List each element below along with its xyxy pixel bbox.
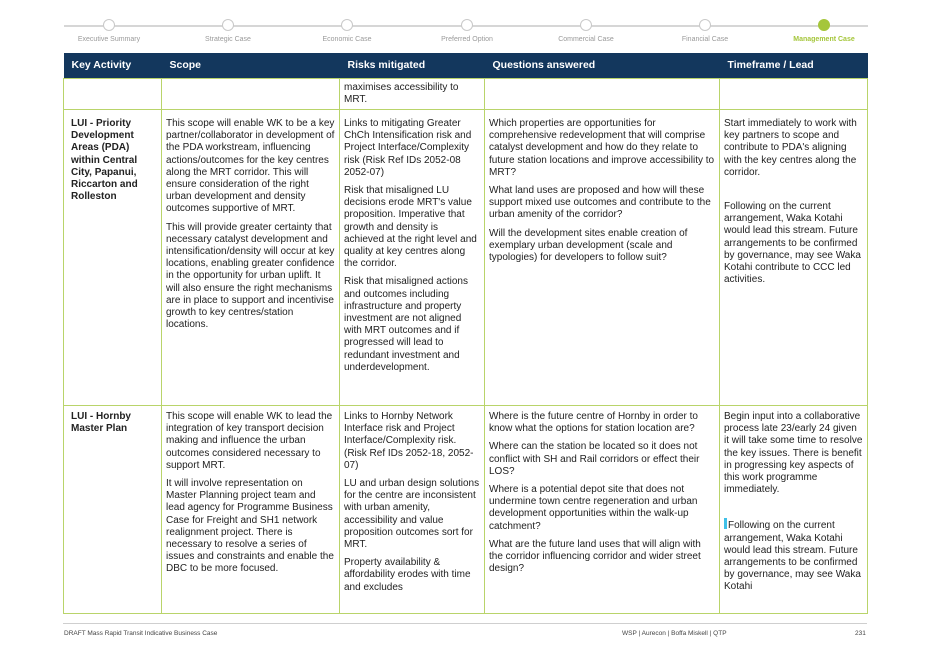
step-dot (699, 19, 711, 31)
cell-questions (485, 109, 720, 405)
cell-paragraph: Risk that misaligned actions and outcomes including infrastructure and property investment are not aligned with MRT outcomes and if progressed will lead to redundant investment and underdevelopment. (344, 276, 468, 373)
header-scope: Scope (162, 53, 340, 78)
cell-paragraph: This scope will enable WK to lead the integration of key transport decision making and influence the urban outcomes considered necessary to support MRT. (166, 410, 333, 471)
text-cursor-highlight (724, 518, 727, 529)
cell-paragraph: LU and urban design solutions for the centre are inconsistent with urban amenity, accessibility and value proposition outcomes sort for MRT. (344, 477, 480, 550)
cell-paragraph: Following on the current arrangement, Waka Kotahi would lead this stream. Future arrangements to be confirmed by governance, may see Waka Kotahi contribute to CCC led activities. (724, 200, 861, 286)
header-risks-mitigated: Risks mitigated (340, 53, 485, 78)
cell-risks (340, 109, 485, 405)
step-label: Preferred Option (441, 36, 493, 43)
cell-risks (340, 78, 485, 109)
cell-paragraph: This scope will enable WK to be a key partner/collaborator in development of the PDA workstream, influencing actions/outcomes for the key centres along the MRT corridor. This will ensure consideration of the right urban development and density outcomes supportive of MRT. (166, 117, 335, 215)
cell-paragraph: Risk that misaligned LU decisions erode MRT's value proposition. Imperative that growth and density is achieved at the right level and quality at key centres along the corridor. (344, 184, 477, 270)
step-label: Financial Case (681, 36, 729, 43)
cell-timeframe (720, 78, 868, 109)
step-dot (461, 19, 473, 31)
step-financial-case[interactable] (645, 16, 765, 43)
cell-timeframe (720, 109, 868, 405)
step-label: Executive Summary (77, 36, 141, 43)
step-dot (341, 19, 353, 31)
cell-timeframe (720, 405, 868, 613)
cell-paragraph: Property availability & affordability erodes with time and excludes (344, 557, 471, 593)
footer-divider (63, 623, 867, 624)
step-dot-active (818, 19, 830, 31)
table-row (64, 109, 868, 405)
cell-paragraph-highlighted (724, 518, 863, 593)
footer-document-title: DRAFT Mass Rapid Transit Indicative Business Case (64, 630, 218, 637)
step-preferred-option[interactable] (407, 16, 527, 43)
header-timeframe-lead: Timeframe / Lead (720, 53, 868, 78)
step-dot (580, 19, 592, 31)
cell-paragraph: Links to mitigating Greater ChCh Intensification risk and Project Interface/Complexity risk (Risk Ref IDs 2052-08 2052-07) (344, 117, 472, 178)
table-row (64, 405, 868, 613)
step-label: Economic Case (322, 36, 372, 43)
cell-paragraph: What are the future land uses that will align with the corridor influencing corridor and wider street design? (489, 538, 701, 575)
table-header-row (64, 53, 868, 78)
step-executive-summary[interactable] (49, 16, 169, 43)
cell-paragraph: maximises accessibility to MRT. (344, 81, 459, 105)
cell-paragraph: Where is a potential depot site that does not undermine town centre regeneration and urban development opportunities within the walk-up catchment? (489, 483, 698, 532)
progress-stepper (64, 16, 868, 50)
cell-scope (162, 405, 340, 613)
cell-activity: LUI - Priority Development Areas (PDA) within Central City, Papanui, Riccarton and Rolleston (64, 109, 162, 405)
cell-paragraph: Links to Hornby Network Interface risk and Project Interface/Complexity risk. (Risk Ref IDs 2052-18, 2052-07) (344, 410, 474, 471)
step-strategic-case[interactable] (168, 16, 288, 43)
cell-risks (340, 405, 485, 613)
cell-scope (162, 109, 340, 405)
cell-paragraph: Begin input into a collaborative process late 23/early 24 given it will take some time to resolve the key issues. There is benefit in progressing key aspects of this work programme immediately. (724, 410, 863, 496)
cell-activity (64, 78, 162, 109)
step-economic-case[interactable] (287, 16, 407, 43)
step-label: Management Case (793, 36, 855, 43)
footer-authors: WSP | Aurecon | Boffa Miskell | QTP (622, 630, 727, 637)
step-management-case[interactable] (764, 16, 884, 43)
cell-paragraph: Where is the future centre of Hornby in order to know what the options for station location are? (489, 410, 698, 435)
cell-paragraph: What land uses are proposed and how will these support mixed use outcomes and contribute to the urban amenity of the corridor? (489, 184, 711, 221)
step-label: Commercial Case (558, 36, 614, 43)
cell-paragraph: Where can the station be located so it does not conflict with SH and Rail corridors or effect their LOS? (489, 441, 700, 477)
cell-paragraph: This will provide greater certainty that necessary catalyst development and intensification/density will occur at key locations, enabling greater confidence in the opportunity for urban uplift. It will also ensure the right mechanisms are in place to support and incentivise growth to key centres/station locations. (166, 221, 335, 331)
footer-page-number: 231 (855, 630, 866, 637)
activities-table (63, 53, 868, 614)
cell-paragraph: It will involve representation on Master Planning project team and lead agency for Programme Business Case for Freight and SH1 network realignment project. There is necessary to resolve a series of issues and constraints and enable the DBC to be more focused. (166, 477, 334, 575)
step-dot (222, 19, 234, 31)
step-dot (103, 19, 115, 31)
cell-paragraph: Will the development sites enable creation of exemplary urban development (scale and typologies) for developers to follow suit? (489, 227, 688, 263)
cell-scope (162, 78, 340, 109)
cell-text: Following on the current arrangement, Waka Kotahi would lead this stream. Future arrangements to be confirmed by governance, may see Waka Kotahi (724, 520, 861, 593)
cell-activity: LUI - Hornby Master Plan (64, 405, 162, 613)
cell-questions (485, 405, 720, 613)
cell-paragraph: Start immediately to work with key partners to scope and contribute to PDA's aligning with the key centres along the corridor. (724, 117, 857, 178)
header-key-activity: Key Activity (64, 53, 162, 78)
cell-questions (485, 78, 720, 109)
table-row (64, 78, 868, 109)
step-label: Strategic Case (205, 36, 251, 43)
header-questions-answered: Questions answered (485, 53, 720, 78)
cell-paragraph: Which properties are opportunities for comprehensive redevelopment that will comprise catalyst development and how do they relate to future station locations and improve accessibility to MRT? (489, 117, 715, 178)
step-commercial-case[interactable] (526, 16, 646, 43)
